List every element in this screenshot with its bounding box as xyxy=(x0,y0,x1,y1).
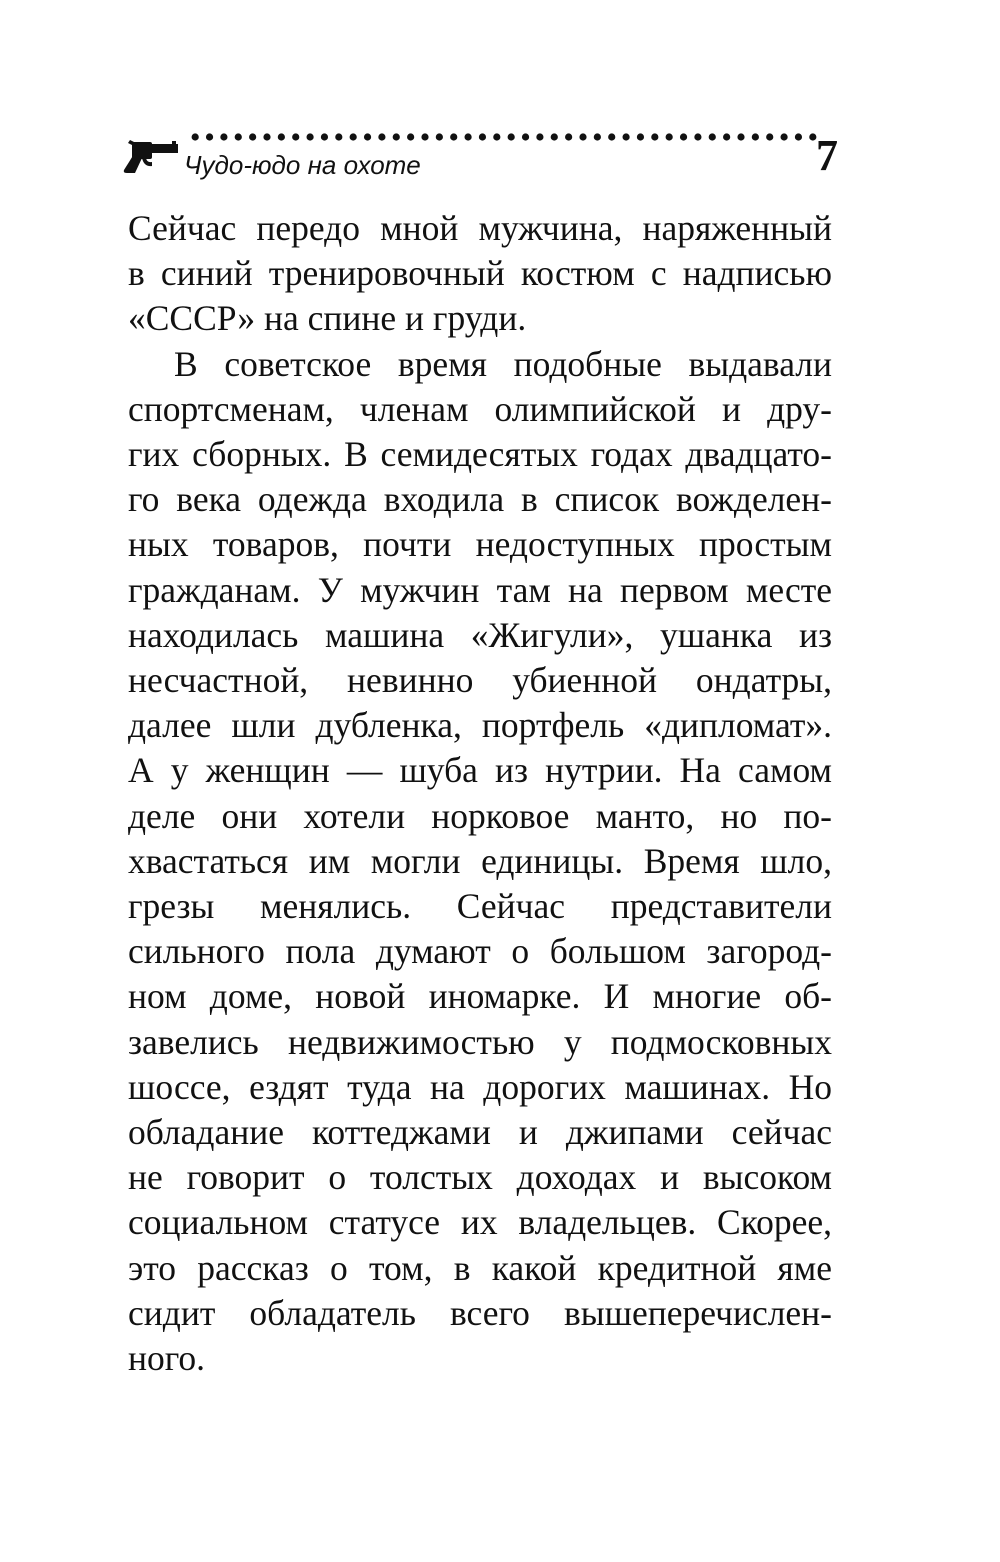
rule-dot xyxy=(263,133,270,140)
text-line: находилась машина «Жигули», ушанка из xyxy=(128,614,832,655)
text-line: несчастной, невинно убиенной ондатры, xyxy=(128,660,832,701)
rule-dot xyxy=(522,133,529,140)
rule-dot xyxy=(364,133,371,140)
rule-dot xyxy=(508,133,515,140)
text-line: завелись недвижимостью у подмосковных xyxy=(128,1021,832,1062)
text-line: деле они хотели норковое манто, но по- xyxy=(128,795,832,836)
text-line: В советское время подобные выдавали xyxy=(174,343,832,384)
rule-dot xyxy=(493,133,500,140)
rule-dot xyxy=(335,133,342,140)
running-title: Чудо-юдо на охоте xyxy=(184,150,421,180)
rule-dot xyxy=(666,133,673,140)
running-header xyxy=(118,126,840,186)
text-line: гражданам. У мужчин там на первом месте xyxy=(128,569,832,610)
text-line: грезы менялись. Сейчас представители xyxy=(128,886,832,927)
rule-dot xyxy=(608,133,615,140)
text-line: спортсменам, членам олимпийской и дру- xyxy=(128,388,832,429)
rule-dot xyxy=(450,133,457,140)
rule-dot xyxy=(407,133,414,140)
rule-dot xyxy=(321,133,328,140)
body-text xyxy=(128,206,832,1381)
rule-dot xyxy=(536,133,543,140)
text-line: го века одежда входила в список вожделен- xyxy=(128,479,832,520)
rule-dot xyxy=(694,133,701,140)
rule-dot xyxy=(220,133,227,140)
rule-dot xyxy=(766,133,773,140)
text-line: это рассказ о том, в какой кредитной яме xyxy=(128,1247,832,1288)
text-line: сидит обладатель всего вышеперечислен- xyxy=(128,1292,832,1333)
text-line: гих сборных. В семидесятых годах двадцато- xyxy=(128,434,832,475)
rule-dot xyxy=(565,133,572,140)
rule-dot xyxy=(206,133,213,140)
text-line: Сейчас передо мной мужчина, наряженный xyxy=(128,208,832,248)
rule-dot xyxy=(436,133,443,140)
text-line: ного. xyxy=(128,1338,206,1379)
text-line: в синий тренировочный костюм с надписью xyxy=(128,253,832,294)
rule-dot xyxy=(393,133,400,140)
rule-dot xyxy=(479,133,486,140)
text-line: социальном статусе их владельцев. Скорее, xyxy=(128,1202,832,1243)
text-line: далее шли дубленка, портфель «дипломат». xyxy=(128,705,832,746)
rule-dot xyxy=(651,133,658,140)
rule-dot xyxy=(579,133,586,140)
text-line: сильного пола думают о большом загород- xyxy=(128,931,832,972)
dotted-rule xyxy=(188,126,820,148)
rule-dot xyxy=(622,133,629,140)
rule-dot xyxy=(752,133,759,140)
rule-dot xyxy=(192,133,199,140)
rule-dot xyxy=(350,133,357,140)
paragraph-1 xyxy=(128,206,832,342)
text-line: хвастаться им могли единицы. Время шло, xyxy=(128,840,832,881)
rule-dot xyxy=(709,133,716,140)
page-number: 7 xyxy=(816,131,838,180)
revolver-icon xyxy=(118,136,180,174)
rule-dot xyxy=(737,133,744,140)
rule-dot xyxy=(306,133,313,140)
rule-dot xyxy=(637,133,644,140)
rule-dot xyxy=(723,133,730,140)
rule-dot xyxy=(235,133,242,140)
text-line: шоссе, ездят туда на дорогих машинах. Но xyxy=(128,1066,832,1107)
rule-dot xyxy=(594,133,601,140)
text-line: «СССР» на спине и груди. xyxy=(128,298,527,339)
rule-dot xyxy=(780,133,787,140)
text-line: А у женщин — шуба из нутрии. На самом xyxy=(128,750,832,791)
text-line: ном доме, новой иномарке. И многие об- xyxy=(128,976,832,1017)
text-line: не говорит о толстых доходах и высоком xyxy=(128,1157,832,1198)
rule-dot xyxy=(464,133,471,140)
paragraph-2 xyxy=(128,342,832,1382)
rule-dot xyxy=(795,133,802,140)
rule-dot xyxy=(421,133,428,140)
rule-dot xyxy=(292,133,299,140)
text-line: обладание коттеджами и джипами сейчас xyxy=(128,1112,832,1153)
rule-dot xyxy=(249,133,256,140)
rule-dot xyxy=(551,133,558,140)
rule-dot xyxy=(378,133,385,140)
text-line: ных товаров, почти недоступных простым xyxy=(128,524,832,565)
rule-dot xyxy=(680,133,687,140)
rule-dot xyxy=(278,133,285,140)
